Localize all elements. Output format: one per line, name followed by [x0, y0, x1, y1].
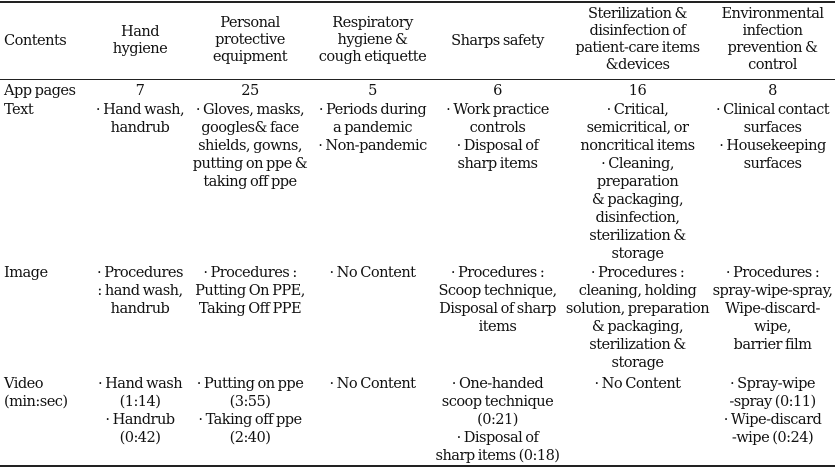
- app-pages-hand-hygiene: 7: [135, 82, 145, 99]
- header-hand-hygiene: Hand hygiene: [112, 23, 168, 57]
- image-respiratory: · No Content: [329, 264, 416, 281]
- text-sterilization: · Critical, semicritical, or noncritical items · Cleaning, preparation & packaging, disinfection, sterilization & storage: [580, 101, 695, 262]
- header-ppe: Personal protective equipment: [212, 14, 288, 65]
- video-hand-hygiene: · Hand wash (1:14) · Handrub (0:42): [97, 375, 183, 446]
- app-pages-sterilization: 16: [628, 82, 647, 99]
- video-respiratory: · No Content: [329, 375, 416, 392]
- row-label-app-pages: App pages: [4, 82, 76, 99]
- header-sharps: Sharps safety: [451, 32, 544, 49]
- text-ppe: · Gloves, masks, googles& face shields, gowns, putting on ppe & taking off ppe: [192, 101, 308, 190]
- header-contents: Contents: [4, 32, 67, 49]
- text-respiratory: · Periods during a pandemic · Non-pandemic: [318, 101, 427, 154]
- text-environmental: · Clinical contact surfaces · Housekeeping surfaces: [715, 101, 830, 172]
- text-hand-hygiene: · Hand wash, handrub: [95, 101, 185, 136]
- app-pages-sharps: 6: [493, 82, 502, 99]
- video-sterilization: · No Content: [594, 375, 681, 392]
- table-top-rule: [0, 1, 835, 3]
- app-pages-environmental: 8: [768, 82, 777, 99]
- table-bottom-rule: [0, 465, 835, 467]
- app-pages-respiratory: 5: [368, 82, 377, 99]
- image-sterilization: · Procedures : cleaning, holding solution, preparation & packaging, sterilization & storage: [565, 264, 710, 371]
- video-environmental: · Spray-wipe -spray (0:11) · Wipe-discard -wipe (0:24): [723, 375, 822, 446]
- video-sharps: · One-handed scoop technique (0:21) · Disposal of sharp items (0:18): [435, 375, 560, 464]
- video-ppe: · Putting on ppe (3:55) · Taking off ppe (2:40): [196, 375, 304, 446]
- header-respiratory: Respiratory hygiene & cough etiquette: [318, 14, 427, 65]
- image-sharps: · Procedures : Scoop technique, Disposal of sharp items: [438, 264, 557, 335]
- image-hand-hygiene: · Procedures : hand wash, handrub: [97, 264, 183, 317]
- header-sterilization: Sterilization & disinfection of patient-care items &devices: [575, 5, 700, 73]
- table-header-rule: [0, 79, 835, 80]
- row-label-video: Video (min:sec): [4, 375, 68, 410]
- text-sharps: · Work practice controls · Disposal of sharp items: [446, 101, 549, 172]
- image-ppe: · Procedures : Putting On PPE, Taking Off PPE: [195, 264, 305, 317]
- app-pages-ppe: 25: [241, 82, 259, 99]
- row-label-text: Text: [4, 101, 34, 118]
- image-environmental: · Procedures : spray-wipe-spray, Wipe-discard-wipe, barrier film: [712, 264, 833, 353]
- row-label-image: Image: [4, 264, 48, 281]
- header-environmental: Environmental infection prevention & control: [721, 5, 824, 73]
